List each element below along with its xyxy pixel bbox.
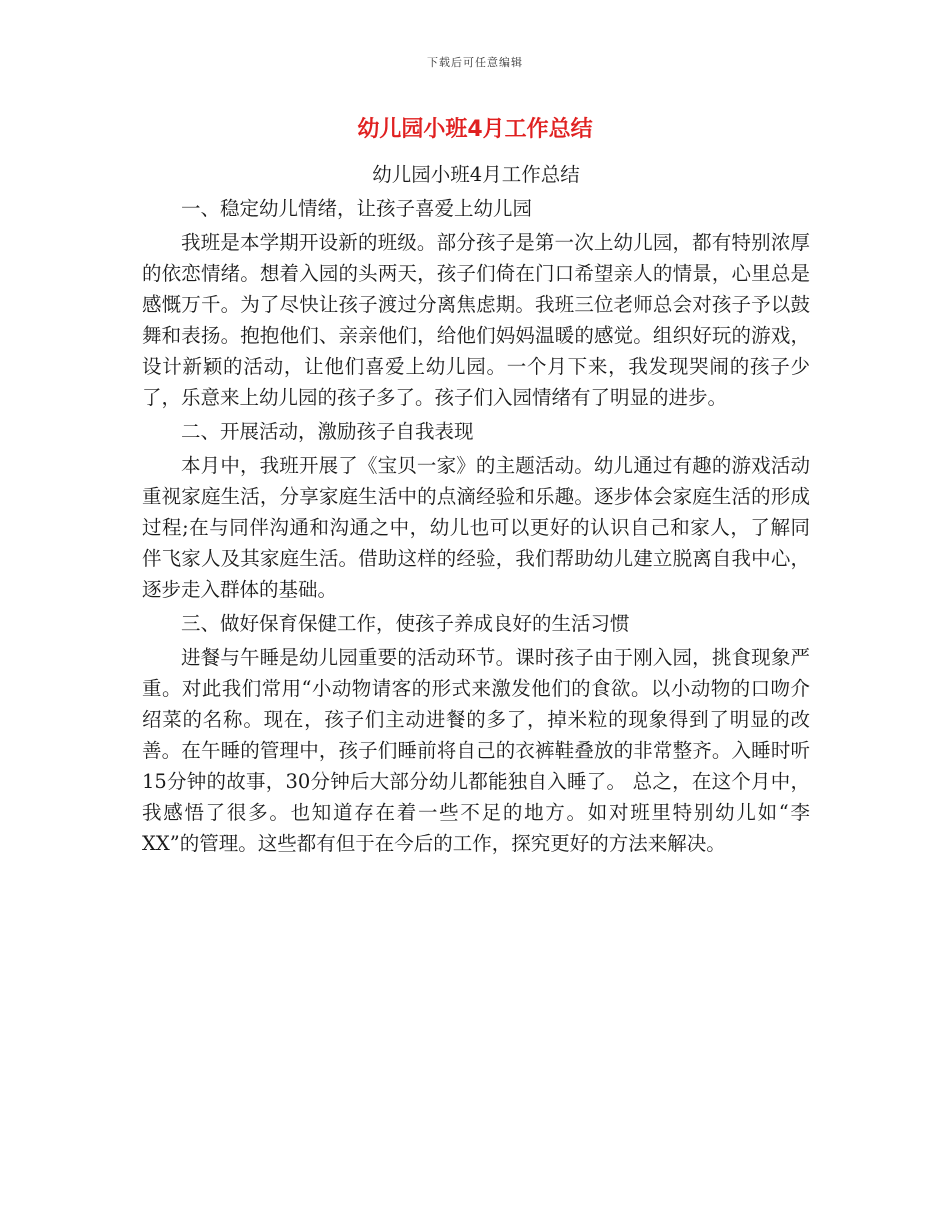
section-body-2: 本月中，我班开展了《宝贝一家》的主题活动。幼儿通过有趣的游戏活动重视家庭生活，分享家庭生活中的点滴经验和乐趣。逐步体会家庭生活的形成过程;在与同伴沟通和沟通之中，幼儿也可以更好的认识自己和家人，了解同伴飞家人及其家庭生活。借助这样的经验，我们帮助幼儿建立脱离自我中心，逐步走入群体的基础。 xyxy=(142,454,810,601)
header-note: 下载后可任意编辑 xyxy=(427,56,523,69)
section-body-3: 进餐与午睡是幼儿园重要的活动环节。课时孩子由于刚入园，挑食现象严重。对此我们常用“小动物请客的形式来激发他们的食欲。以小动物的口吻介绍菜的名称。现在，孩子们主动进餐的多了，掉米粒的现象得到了明显的改善。在午睡的管理中，孩子们睡前将自己的衣裤鞋叠放的非常整齐。入睡时听15分钟的故事，30分钟后大部分幼儿都能独自入睡了。 总之，在这个月中，我感悟了很多。也知道存在着一些不足的地方。如对班里特别幼儿如“李XX”的管理。这些都有但于在今后的工作，探究更好的方法来解决。 xyxy=(142,646,810,855)
section-heading-1: 一、稳定幼儿情绪，让孩子喜爱上幼儿园 xyxy=(181,197,533,220)
section-heading-3: 三、做好保育保健工作，使孩子养成良好的生活习惯 xyxy=(181,612,630,635)
document-subtitle: 幼儿园小班4月工作总结 xyxy=(372,163,580,186)
section-body-1: 我班是本学期开设新的班级。部分孩子是第一次上幼儿园，都有特别浓厚的依恋情绪。想着入园的头两天，孩子们倚在门口希望亲人的情景，心里总是感慨万千。为了尽快让孩子渡过分离焦虑期。我班三位老师总会对孩子予以鼓舞和表扬。抱抱他们、亲亲他们，给他们妈妈温暖的感觉。组织好玩的游戏，设计新颖的活动，让他们喜爱上幼儿园。一个月下来，我发现哭闹的孩子少了，乐意来上幼儿园的孩子多了。孩子们入园情绪有了明显的进步。 xyxy=(142,231,810,409)
section-heading-2: 二、开展活动，激励孩子自我表现 xyxy=(181,420,474,443)
document-title: 幼儿园小班4月工作总结 xyxy=(357,117,593,142)
document-body xyxy=(142,159,810,859)
